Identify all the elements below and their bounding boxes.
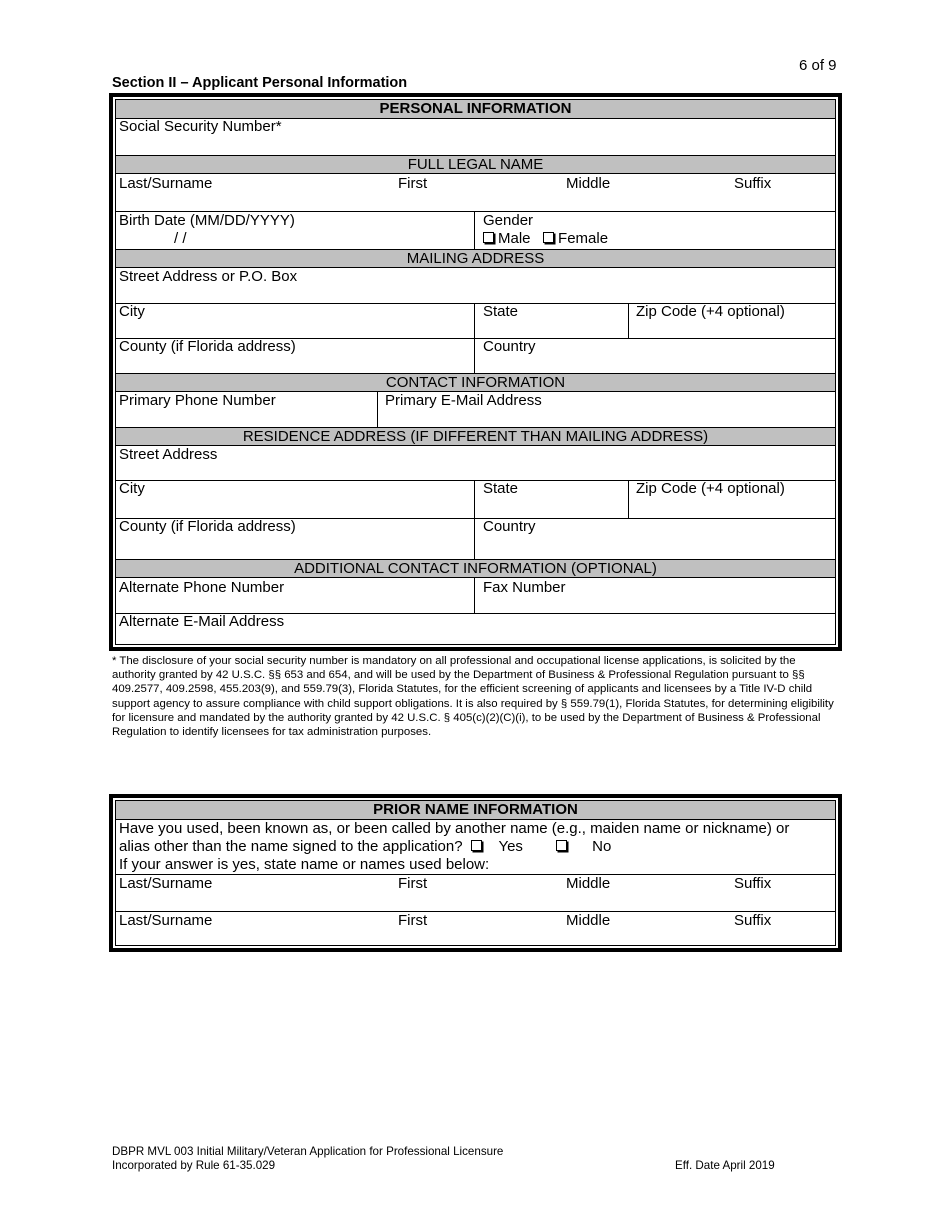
mailing-street-label: Street Address or P.O. Box [119,268,298,285]
page-number: 6 of 9 [799,57,837,74]
fax-number-label: Fax Number [483,579,566,596]
prior-name-row-1[interactable] [116,874,835,911]
footer-rule: Incorporated by Rule 61-35.029 [112,1159,276,1172]
primary-email-label: Primary E-Mail Address [385,392,542,409]
prior-first-name-label-1: First [398,875,428,892]
first-name-label: First [398,175,428,192]
prior-name-form [109,794,842,952]
birth-date-field[interactable]: / / [174,230,187,247]
footer-form-title: DBPR MVL 003 Initial Military/Veteran Application for Professional Licensure [112,1145,504,1158]
mailing-country-label: Country [483,338,536,355]
mailing-street-field[interactable] [116,268,835,303]
prior-middle-name-label-2: Middle [566,912,611,929]
primary-phone-label: Primary Phone Number [119,392,276,409]
prior-name-row-2[interactable] [116,911,835,945]
footer-effective-date: Eff. Date April 2019 [675,1159,775,1172]
prior-name-yes-checkbox[interactable] [471,840,482,851]
birth-date-label: Birth Date (MM/DD/YYYY) [119,212,295,229]
gender-options [483,230,608,247]
alternate-email-label: Alternate E-Mail Address [119,613,285,630]
ssn-disclosure-footnote: * The disclosure of your social security number is mandatory on all professional and occupational license applications, is solicited by the authority granted by 42 U.S.C. §§ 653 and 654, and will be used by the Department of Business & Professional Regulation pursuant to §§ 409.2577, 409.2598, 455.203(9), and 559.79(3), Florida Statutes, for the efficient screening of applicants and licensees by a Title IV-D child support agency to assure compliance with child support obligations. It is also required by § 559.79(1), Florida Statutes, for determining eligibility for licensure and mandated by the authority granted by 42 U.S.C. § 405(c)(2)(C)(i), to be used by the Department of Business & Professional Regulation to identify licensees for tax administration purposes. [112,655,834,739]
last-name-label: Last/Surname [119,175,213,192]
prior-suffix-label-1: Suffix [734,875,772,892]
prior-suffix-label-2: Suffix [734,912,772,929]
residence-street-label: Street Address [119,446,218,463]
prior-name-yes-label: Yes [498,838,523,855]
contact-information-header: CONTACT INFORMATION [116,373,835,392]
residence-address-header: RESIDENCE ADDRESS (IF DIFFERENT THAN MAILING ADDRESS) [116,427,835,446]
residence-country-label: Country [483,518,536,535]
prior-name-question-text: alias other than the name signed to the application? [119,838,463,855]
prior-name-question-line1: Have you used, been known as, or been called by another name (e.g., maiden name or nickname) or [119,820,790,837]
prior-name-no-label: No [592,838,612,855]
residence-county-label: County (if Florida address) [119,518,296,535]
middle-name-label: Middle [566,175,611,192]
full-legal-name-header: FULL LEGAL NAME [116,155,835,174]
prior-name-header: PRIOR NAME INFORMATION [116,800,835,820]
male-label: Male [498,230,531,247]
mailing-city-label: City [119,303,145,320]
residence-city-label: City [119,480,145,497]
mailing-zip-label: Zip Code (+4 optional) [636,303,785,320]
suffix-label: Suffix [734,175,772,192]
mailing-county-label: County (if Florida address) [119,338,296,355]
residence-zip-label: Zip Code (+4 optional) [636,480,785,497]
additional-contact-header: ADDITIONAL CONTACT INFORMATION (OPTIONAL) [116,559,835,578]
personal-information-form [109,93,842,651]
gender-label: Gender [483,212,534,229]
ssn-label: Social Security Number* [119,118,282,135]
prior-name-question-line2 [119,838,611,855]
prior-last-name-label-2: Last/Surname [119,912,213,929]
male-checkbox[interactable] [483,232,494,243]
section-title: Section II – Applicant Personal Information [112,75,408,91]
personal-information-header: PERSONAL INFORMATION [116,99,835,119]
prior-name-instruction: If your answer is yes, state name or names used below: [119,856,490,873]
footer-form-info [112,1145,503,1173]
prior-middle-name-label-1: Middle [566,875,611,892]
mailing-state-label: State [483,303,519,320]
ssn-field[interactable] [116,120,835,155]
mailing-address-header: MAILING ADDRESS [116,249,835,268]
residence-state-label: State [483,480,519,497]
alternate-phone-label: Alternate Phone Number [119,579,285,596]
prior-last-name-label-1: Last/Surname [119,875,213,892]
full-legal-name-field[interactable] [116,174,835,212]
prior-name-no-checkbox[interactable] [556,840,567,851]
prior-first-name-label-2: First [398,912,428,929]
female-label: Female [558,230,609,247]
female-checkbox[interactable] [543,232,554,243]
